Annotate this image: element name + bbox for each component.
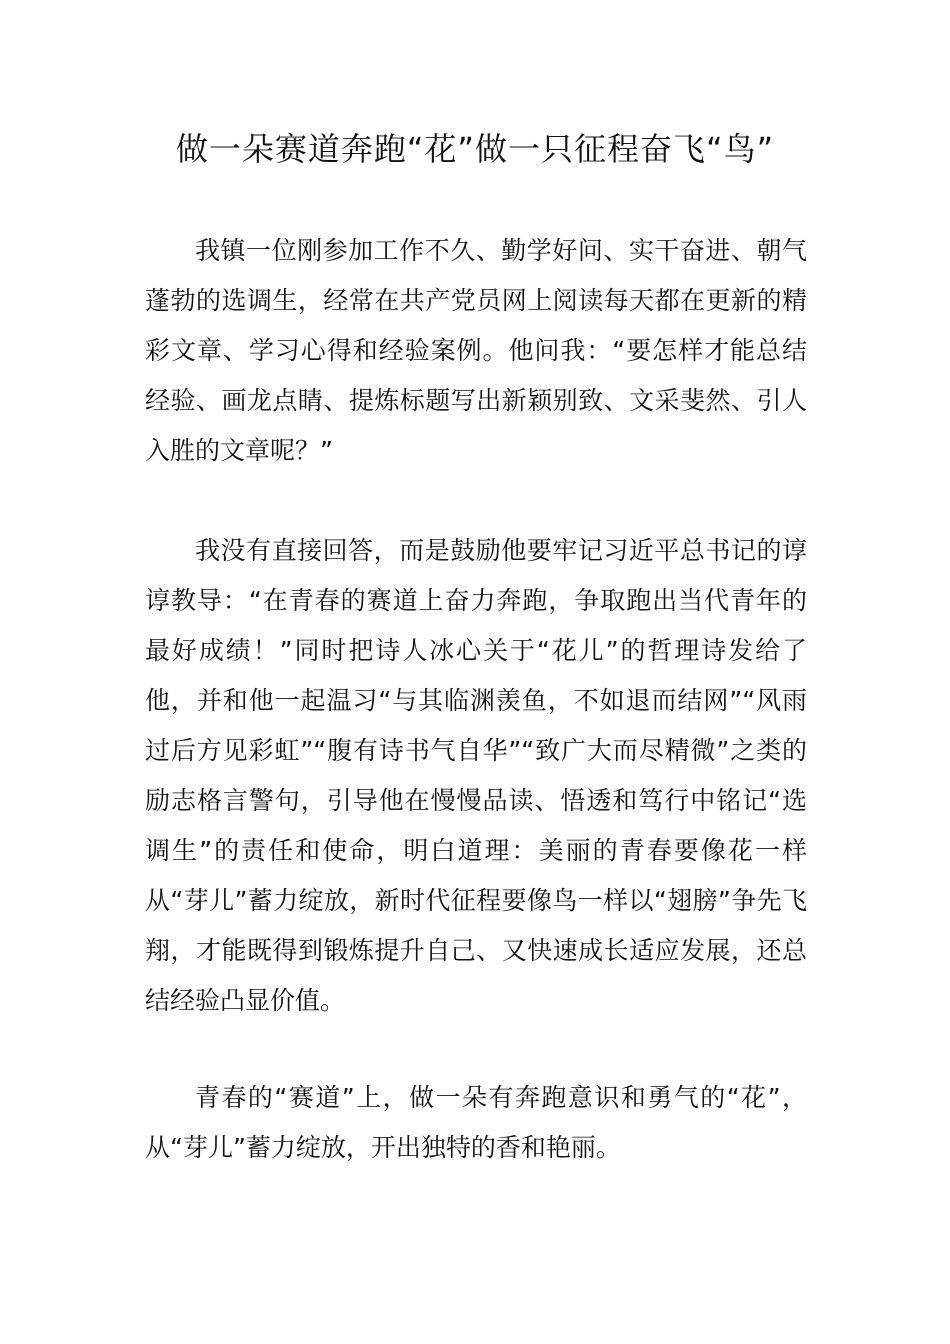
paragraph-1: 我镇一位刚参加工作不久、勤学好问、实干奋进、朝气蓬勃的选调生，经常在共产党员网上阅读每天都在更新的精彩文章、学习心得和经验案例。他问我：“要怎样才能总结经验、画龙点睛、提炼标题写出新颖别致、文采斐然、引人入胜的文章呢？” (145, 236, 807, 465)
paragraph-3: 青春的“赛道”上，做一朵有奔跑意识和勇气的“花”，从“芽儿”蓄力绽放，开出独特的香和艳丽。 (145, 1083, 807, 1162)
document-title: 做一朵赛道奔跑“花”做一只征程奋飞“鸟” (175, 130, 775, 168)
paragraph-2: 我没有直接回答，而是鼓励他要牢记习近平总书记的谆谆教导：“在青春的赛道上奋力奔跑，争取跑出当代青年的最好成绩！”同时把诗人冰心关于“花儿”的哲理诗发给了他，并和他一起温习“与其临渊羡鱼，不如退而结网”“风雨过后方见彩虹”“腹有诗书气自华”“致广大而尽精微”之类的励志格言警句，引导他在慢慢品读、悟透和笃行中铭记“选调生”的责任和使命，明白道理：美丽的青春要像花一样从“芽儿”蓄力绽放，新时代征程要像鸟一样以“翅膀”争先飞翔，才能既得到锻炼提升自己、又快速成长适应发展，还总结经验凸显价值。 (145, 536, 807, 1015)
